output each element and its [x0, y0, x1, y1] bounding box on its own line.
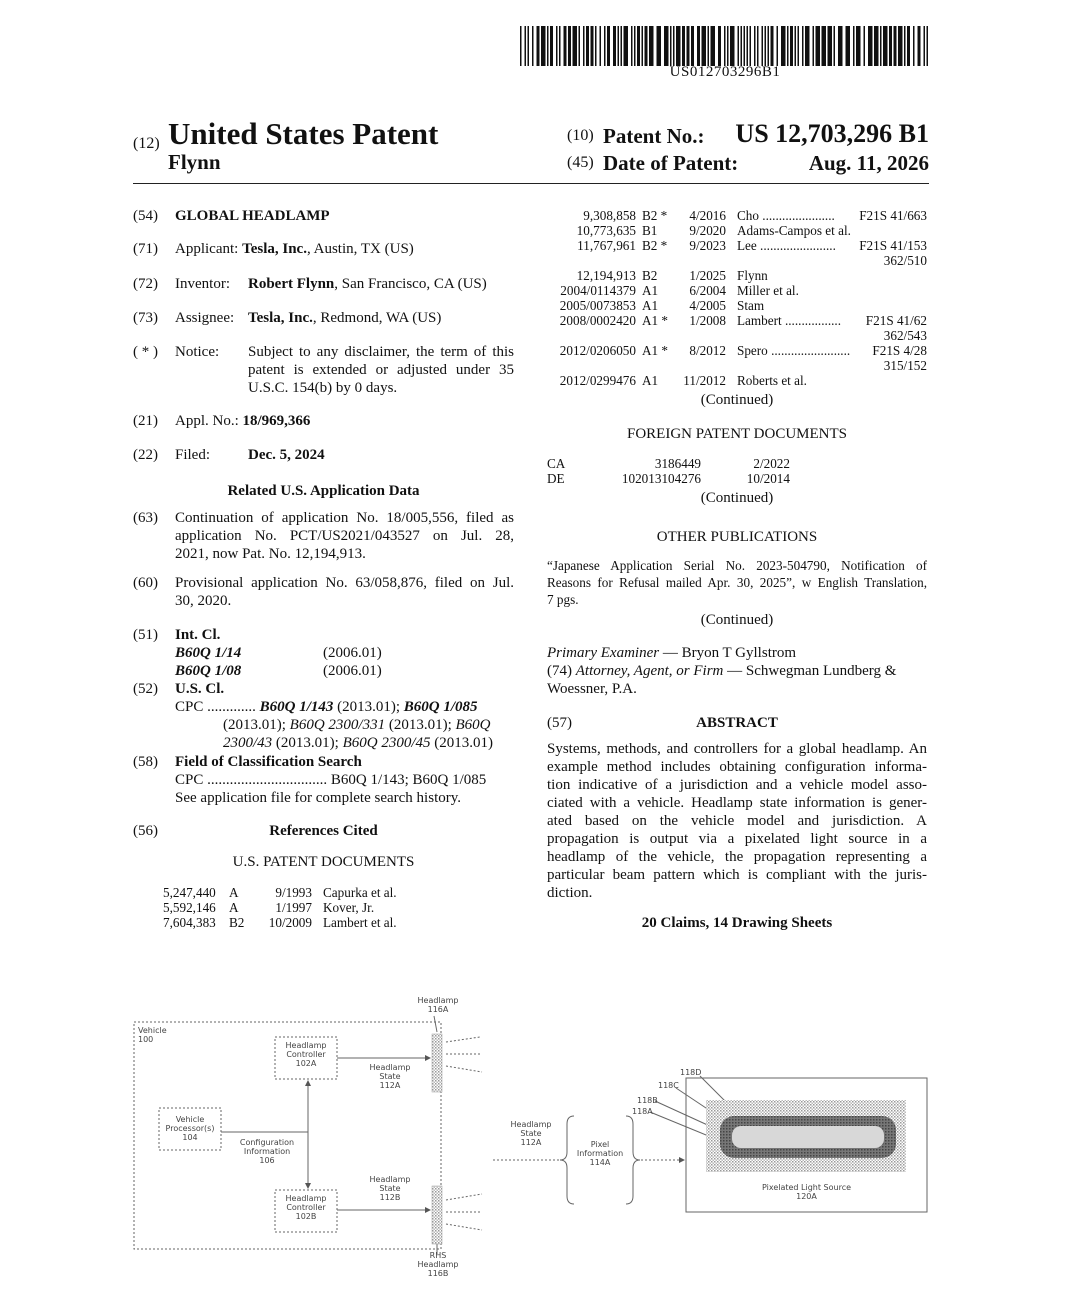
- ref-number: 12,194,913: [576, 268, 636, 283]
- code-60: (60): [133, 575, 158, 591]
- ipc-class-2-date: (2006.01): [323, 663, 382, 679]
- ref-kind: B2 *: [642, 208, 668, 223]
- abstract-line: ated based on the vehicle model and jurisdiction. A: [547, 813, 927, 829]
- cpc-4b: 2300/43: [223, 735, 273, 751]
- ref-name: Roberts et al.: [737, 373, 807, 388]
- assignee-label: Assignee:: [175, 310, 235, 326]
- processor-label: [159, 1115, 221, 1142]
- leader-headlamp-a: [434, 1016, 437, 1032]
- code-63: (63): [133, 510, 158, 526]
- ref-date: 11/2012: [683, 373, 726, 388]
- ref-date: 6/2004: [689, 283, 726, 298]
- headlamp-a-label-2: 116A: [427, 1005, 449, 1014]
- cpc-1: B60Q 1/143: [259, 699, 334, 715]
- ref-class: 362/543: [883, 328, 927, 343]
- cpc-2: B60Q 1/085: [403, 699, 478, 715]
- light-source-label: [686, 1183, 927, 1201]
- controller-b-label-1: Headlamp: [285, 1194, 327, 1203]
- continuation-line-2: application No. PCT/US2021/043527 on Jul. 28,: [175, 528, 514, 544]
- ref-date: 1/1997: [275, 900, 312, 915]
- code-21: (21): [133, 413, 158, 429]
- code-74: (74): [547, 663, 576, 679]
- ref-name: Cho ......................: [737, 208, 835, 223]
- ref-kind: A: [229, 900, 239, 915]
- filed-label: Filed:: [175, 447, 211, 463]
- invention-title: GLOBAL HEADLAMP: [175, 208, 330, 224]
- claims-count: 20 Claims, 14 Drawing Sheets: [641, 915, 833, 931]
- foreign-country: DE: [547, 471, 565, 486]
- code-10: (10): [567, 127, 594, 144]
- abstract-line: Systems, methods, and controllers for a global headlamp. An: [547, 741, 927, 757]
- ref-kind: A1 *: [642, 343, 669, 358]
- other-publications-heading: OTHER PUBLICATIONS: [656, 529, 818, 545]
- provisional-line-2: 30, 2020.: [175, 593, 232, 609]
- document-number: US012703296B1: [669, 64, 781, 80]
- ref-class: F21S 41/663: [859, 208, 927, 223]
- cpc-5-date: (2013.01): [430, 735, 494, 751]
- ref-name: Flynn: [737, 268, 768, 283]
- pixel-info-label: [574, 1140, 626, 1167]
- pixel-info-label-2: Information: [576, 1149, 624, 1158]
- ref-name: Kover, Jr.: [323, 900, 375, 915]
- ipc-class-1: B60Q 1/14: [175, 645, 242, 661]
- controller-a-label: [275, 1041, 337, 1068]
- config-info-label-2: Information: [243, 1147, 291, 1156]
- headlamp-b-label-3: 116B: [427, 1269, 449, 1278]
- headlamp-a-pixels: [432, 1034, 442, 1092]
- ref-date: 1/2025: [689, 268, 726, 283]
- abstract-line: diction.: [547, 885, 593, 901]
- applicant-label: Applicant:: [175, 241, 239, 257]
- ref-number: 7,604,383: [163, 915, 216, 930]
- state-a-label: [360, 1063, 420, 1090]
- cpc-5: B60Q 2300/45: [342, 735, 431, 751]
- ref-number: 2004/0114379: [560, 283, 636, 298]
- appl-no-label: Appl. No.:: [175, 413, 239, 429]
- publication-line-3: 7 pgs.: [547, 592, 579, 607]
- ref-date: 8/2012: [689, 343, 726, 358]
- continuation-line-1: Continuation of application No. 18/005,556, filed as: [175, 510, 514, 526]
- inventor-location: , San Francisco, CA (US): [334, 276, 487, 292]
- inventor-label: Inventor:: [175, 276, 230, 292]
- continued-2: (Continued): [700, 490, 774, 506]
- ref-kind: B2: [642, 268, 658, 283]
- ref-name: Lee .......................: [737, 238, 836, 253]
- cpc-1-date: (2013.01);: [333, 699, 404, 715]
- code-12: (12): [133, 135, 160, 152]
- code-22: (22): [133, 447, 158, 463]
- state-b-label-2: State: [379, 1184, 401, 1193]
- beam-pattern-core: [732, 1126, 884, 1148]
- ref-kind: A: [229, 885, 239, 900]
- right-state-label: [506, 1120, 556, 1147]
- ref-class: F21S 4/28: [872, 343, 927, 358]
- date-label: Date of Patent:: [603, 151, 739, 175]
- ref-kind: B1: [642, 223, 658, 238]
- processor-label-3: 104: [182, 1133, 198, 1142]
- foreign-country: CA: [547, 456, 566, 471]
- ref-name: Lambert .................: [737, 313, 842, 328]
- controller-b-label-2: Controller: [286, 1203, 326, 1212]
- label-118a: 118A: [632, 1107, 653, 1116]
- code-58: (58): [133, 754, 158, 770]
- state-a-label-3: 112A: [379, 1081, 401, 1090]
- light-source-label-2: 120A: [796, 1192, 817, 1201]
- code-52: (52): [133, 681, 158, 697]
- abstract-line: propagation is output via a pixelated light source in a: [547, 831, 927, 847]
- ref-kind: B2 *: [642, 238, 668, 253]
- notice-line-3: U.S.C. 154(b) by 0 days.: [248, 380, 398, 396]
- config-info-label-3: 106: [259, 1156, 275, 1165]
- abstract-line: ciated with a vehicle. Headlamp state information is gener-: [547, 795, 927, 811]
- code-notice: ( * ): [133, 344, 158, 360]
- continuation-line-3: 2021, now Pat. No. 12,194,913.: [175, 546, 366, 562]
- ref-date: 9/2020: [689, 223, 726, 238]
- abstract-line: particular beam pattern which is compliant with the juris-: [547, 867, 927, 883]
- ref-name: Miller et al.: [737, 283, 799, 298]
- assignee-location: , Redmond, WA (US): [312, 310, 442, 326]
- cpc-3: B60Q 2300/331: [289, 717, 386, 733]
- ref-date: 1/2008: [689, 313, 726, 328]
- controller-b-label: [275, 1194, 337, 1221]
- foreign-number: 102013104276: [621, 471, 701, 486]
- attorney-name-2: Woessner, P.A.: [547, 681, 637, 697]
- right-state-label-2: State: [520, 1129, 542, 1138]
- ref-date: 4/2005: [689, 298, 726, 313]
- ref-class: 362/510: [883, 253, 927, 268]
- filed-date: Dec. 5, 2024: [248, 447, 325, 463]
- ref-date: 9/2023: [689, 238, 726, 253]
- abstract-line: tion indicative of a jurisdiction and a vehicle model asso-: [547, 777, 927, 793]
- state-a-label-2: State: [379, 1072, 401, 1081]
- pixel-info-label-1: Pixel: [590, 1140, 610, 1149]
- headlamp-b-label: [408, 1251, 468, 1278]
- ref-number: 5,247,440: [163, 885, 216, 900]
- code-73: (73): [133, 310, 158, 326]
- foreign-number: 3186449: [654, 456, 701, 471]
- field-search-cpc: CPC ................................ B60Q 1/143; B60Q 1/085: [175, 772, 487, 788]
- ref-number: 2005/0073853: [559, 298, 636, 313]
- controller-a-label-1: Headlamp: [285, 1041, 327, 1050]
- code-56: (56): [133, 823, 158, 839]
- light-source-label-1: Pixelated Light Source: [761, 1183, 852, 1192]
- attorney-label: Attorney, Agent, or Firm: [575, 663, 724, 679]
- vehicle-label: [138, 1026, 167, 1044]
- field-search-label: Field of Classification Search: [175, 754, 362, 770]
- ref-number: 2012/0206050: [559, 343, 636, 358]
- appl-no-value: 18/969,366: [242, 413, 311, 429]
- ref-number: 10,773,635: [576, 223, 636, 238]
- cpc-4-date: (2013.01);: [272, 735, 343, 751]
- publication-line-2: Reasons for Refusal mailed Apr. 30, 2025”, w English Translation,: [547, 575, 927, 590]
- notice-label: Notice:: [175, 344, 220, 360]
- processor-label-1: Vehicle: [175, 1115, 205, 1124]
- ref-number: 11,767,961: [577, 238, 636, 253]
- ref-kind: A1: [642, 298, 659, 313]
- ref-date: 10/2009: [268, 915, 312, 930]
- notice-line-1: Subject to any disclaimer, the term of this: [248, 344, 514, 360]
- patent-no-label: Patent No.:: [603, 124, 705, 148]
- ref-number: 5,592,146: [163, 900, 216, 915]
- ref-name: Adams-Campos et al.: [737, 223, 851, 238]
- ref-number: 2012/0299476: [559, 373, 636, 388]
- label-118c: 118C: [658, 1081, 679, 1090]
- ref-number: 9,308,858: [583, 208, 636, 223]
- examiner-name: — Bryon T Gyllstrom: [659, 645, 797, 661]
- beam-lines-b: [446, 1194, 482, 1230]
- attorney-name-1: — Schwegman Lundberg &: [723, 663, 897, 679]
- ref-name: Lambert et al.: [323, 915, 397, 930]
- code-71: (71): [133, 241, 158, 257]
- controller-b-label-3: 102B: [295, 1212, 317, 1221]
- ref-class: F21S 41/153: [859, 238, 927, 253]
- state-b-label: [360, 1175, 420, 1202]
- ipc-class-2: B60Q 1/08: [175, 663, 242, 679]
- config-info-label: [234, 1138, 300, 1165]
- foreign-date: 2/2022: [753, 456, 790, 471]
- left-brace: [560, 1116, 574, 1204]
- continued-3: (Continued): [700, 612, 774, 628]
- headlamp-b-label-2: Headlamp: [417, 1260, 459, 1269]
- related-data-heading: Related U.S. Application Data: [227, 483, 420, 499]
- code-57: (57): [547, 715, 572, 731]
- ref-kind: A1: [642, 283, 659, 298]
- abstract-line: example method includes obtaining configuration informa-: [547, 759, 927, 775]
- right-brace: [626, 1116, 640, 1204]
- abstract-heading: ABSTRACT: [696, 715, 778, 731]
- notice-line-2: patent is extended or adjusted under 35: [248, 362, 514, 378]
- controller-a-label-3: 102A: [295, 1059, 317, 1068]
- state-a-label-1: Headlamp: [369, 1063, 411, 1072]
- pixel-info-label-3: 114A: [589, 1158, 611, 1167]
- ref-name: Spero ........................: [737, 343, 851, 358]
- controller-a-label-2: Controller: [286, 1050, 326, 1059]
- inventor-name: Robert Flynn: [248, 276, 335, 292]
- patent-number: US 12,703,296 B1: [735, 119, 929, 148]
- code-45: (45): [567, 154, 594, 171]
- int-cl-label: Int. Cl.: [175, 627, 221, 643]
- ref-date: 9/1993: [275, 885, 312, 900]
- state-b-label-1: Headlamp: [369, 1175, 411, 1184]
- ref-class: F21S 41/62: [865, 313, 927, 328]
- foreign-date: 10/2014: [746, 471, 790, 486]
- cpc-4a: B60Q: [455, 717, 491, 733]
- ref-class: 315/152: [883, 358, 927, 373]
- inventor-short: Flynn: [168, 150, 221, 174]
- us-cl-label: U.S. Cl.: [175, 681, 225, 697]
- vehicle-label-1: Vehicle: [138, 1026, 167, 1035]
- config-info-label-1: Configuration: [239, 1138, 295, 1147]
- applicant-name: Tesla, Inc.: [242, 241, 307, 257]
- code-54: (54): [133, 208, 158, 224]
- vehicle-label-2: 100: [138, 1035, 154, 1044]
- headlamp-b-pixels: [432, 1186, 442, 1244]
- ref-kind: A1 *: [642, 313, 669, 328]
- foreign-docs-heading: FOREIGN PATENT DOCUMENTS: [626, 426, 848, 442]
- right-state-label-3: 112A: [520, 1138, 542, 1147]
- headlamp-a-label-1: Headlamp: [417, 996, 459, 1005]
- ref-number: 2008/0002420: [559, 313, 636, 328]
- applicant-location: , Austin, TX (US): [306, 241, 414, 257]
- ref-kind: B2: [229, 915, 245, 930]
- cpc-prefix: CPC .............: [175, 699, 256, 715]
- code-51: (51): [133, 627, 158, 643]
- right-state-label-1: Headlamp: [510, 1120, 552, 1129]
- label-118d: 118D: [680, 1068, 702, 1077]
- processor-label-2: Processor(s): [165, 1124, 215, 1133]
- ref-kind: A1: [642, 373, 659, 388]
- date-of-patent: Aug. 11, 2026: [808, 151, 929, 175]
- continued-1: (Continued): [700, 392, 774, 408]
- examiner-label: Primary Examiner: [547, 645, 660, 661]
- cpc-2-date: (2013.01);: [223, 717, 290, 733]
- abstract-line: headlamp of the vehicle, the propagation representing a: [547, 849, 927, 865]
- provisional-line-1: Provisional application No. 63/058,876, filed on Jul.: [175, 575, 514, 591]
- label-118b: 118B: [637, 1096, 658, 1105]
- ref-date: 4/2016: [689, 208, 726, 223]
- publication-line-1: “Japanese Application Serial No. 2023-504790, Notification of: [547, 558, 927, 573]
- us-patent-docs-heading: U.S. PATENT DOCUMENTS: [232, 854, 415, 870]
- headlamp-a-label: [408, 996, 468, 1014]
- headlamp-b-label-1: RHS: [429, 1251, 447, 1260]
- references-cited-heading: References Cited: [269, 823, 378, 839]
- ref-name: Capurka et al.: [323, 885, 397, 900]
- state-b-label-3: 112B: [379, 1193, 401, 1202]
- beam-lines-a: [446, 1037, 482, 1072]
- ref-name: Stam: [737, 298, 765, 313]
- cpc-3-date: (2013.01);: [385, 717, 456, 733]
- ipc-class-1-date: (2006.01): [323, 645, 382, 661]
- patent-type-title: United States Patent: [168, 116, 439, 151]
- code-72: (72): [133, 276, 158, 292]
- field-search-note: See application file for complete search history.: [175, 790, 462, 806]
- assignee-name: Tesla, Inc.: [248, 310, 313, 326]
